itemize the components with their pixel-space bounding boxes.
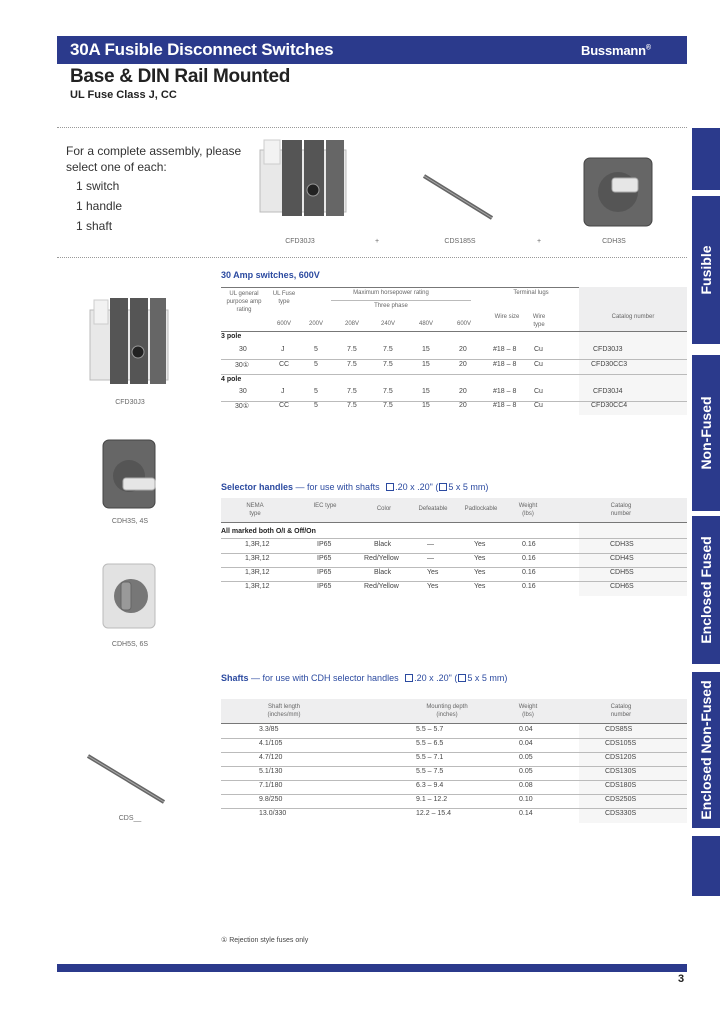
handle-red-image <box>101 562 157 630</box>
plus-2: + <box>536 238 542 245</box>
handle-row-3: 1,3R,12 IP65 Black Yes Yes 0.16 CDH5S <box>245 569 634 576</box>
sh-weight: Weight (lbs) <box>518 704 538 718</box>
tab-bottom[interactable] <box>692 836 720 896</box>
sh-length: Shaft length (inches/mm) <box>267 704 301 718</box>
hh-weight: Weight (lbs) <box>518 503 538 517</box>
intro-line-1: For a complete assembly, please <box>66 144 242 158</box>
footer-bar <box>57 964 687 972</box>
h-terminal: Terminal lugs <box>513 290 549 296</box>
plus-1: + <box>374 238 380 245</box>
shaft-image-top <box>420 172 496 222</box>
shafts-title: Shafts — for use with CDH selector handles .20 x .20" ( 5 x 5 mm) <box>221 673 508 683</box>
shaft-row: 4.7/120 5.5 – 7.1 0.05 CDS120S <box>259 754 637 761</box>
square-icon <box>439 483 447 491</box>
shaft-image <box>84 752 170 808</box>
sw-row-3: 30 J 5 7.5 7.5 15 20 #18 – 8 Cu CFD30J4 <box>239 388 623 395</box>
shaft-row: 4.1/105 5.5 – 6.5 0.04 CDS105S <box>259 740 637 747</box>
hh-color: Color <box>376 506 392 512</box>
square-icon <box>458 674 466 682</box>
h-ul-general: UL general purpose amp rating <box>226 291 262 313</box>
hh-padlockable: Padlockable <box>464 506 498 512</box>
sw-row-1: 30 J 5 7.5 7.5 15 20 #18 – 8 Cu CFD30J3 <box>239 346 623 353</box>
h-600v: 600V <box>456 321 471 327</box>
hh-defeatable: Defeatable <box>418 506 448 512</box>
h-catalog: Catalog number <box>611 314 655 320</box>
header-divider <box>57 127 687 128</box>
h-480v: 480V <box>418 321 433 327</box>
switch-image-top <box>258 136 348 220</box>
sh-depth: Mounting depth (inches) <box>426 704 468 718</box>
item-switch: 1 switch <box>76 179 120 193</box>
handles-table <box>221 498 687 596</box>
shaft-row: 3.3/85 5.5 – 5.7 0.04 CDS85S <box>259 726 633 733</box>
h-wire-size: Wire size <box>494 314 520 320</box>
label-handle-top: CDH3S <box>602 238 626 245</box>
h-max-hp: Maximum horsepower rating <box>353 290 429 296</box>
tab-fusible[interactable]: Fusible <box>692 196 720 344</box>
tab-fusible-top[interactable] <box>692 128 720 190</box>
shaft-row: 9.8/250 9.1 – 12.2 0.10 CDS250S <box>259 796 637 803</box>
label-switch: CFD30J3 <box>115 399 145 406</box>
sw-row-2: 30① CC 5 7.5 7.5 15 20 #18 – 8 Cu CFD30CC3 <box>235 361 628 369</box>
footnote: ① Rejection style fuses only <box>221 937 309 944</box>
hh-iec: IEC type <box>313 503 337 509</box>
switches-table <box>221 287 687 415</box>
handle-image-top <box>582 156 654 228</box>
label-shaft-top: CDS185S <box>444 238 476 245</box>
shaft-row: 5.1/130 5.5 – 7.5 0.05 CDS130S <box>259 768 637 775</box>
switch-image <box>88 294 170 390</box>
switches-title: 30 Amp switches, 600V <box>221 270 320 280</box>
h-208v: 208V <box>344 321 359 327</box>
hh-catalog: Catalog number <box>610 503 632 517</box>
shaft-row: 13.0/330 12.2 – 15.4 0.14 CDS330S <box>259 810 637 817</box>
square-icon <box>405 674 413 682</box>
subtitle: Base & DIN Rail Mounted <box>70 66 291 87</box>
h-wire-type: Wire type <box>532 314 546 328</box>
item-shaft: 1 shaft <box>76 219 113 233</box>
label-shaft: CDS__ <box>118 815 142 822</box>
sh-catalog: Catalog number <box>610 704 632 718</box>
item-handle: 1 handle <box>76 199 123 213</box>
shafts-table <box>221 699 687 823</box>
brand-logo: Bussmann® <box>581 43 651 58</box>
handles-group: All marked both O/I & Off/On <box>221 528 316 535</box>
handle-black-image <box>101 438 157 510</box>
page-title: 30A Fusible Disconnect Switches <box>70 40 334 59</box>
h-600v-fuse: 600V <box>276 321 291 327</box>
h-240v: 240V <box>380 321 395 327</box>
hh-nema: NEMA type <box>246 503 264 517</box>
intro-line-2: select one of each: <box>66 160 167 174</box>
h-ul-fuse: UL Fuse type <box>272 291 296 305</box>
handle-row-4: 1,3R,12 IP65 Red/Yellow Yes Yes 0.16 CDH6S <box>245 583 634 590</box>
label-switch-top: CFD30J3 <box>285 238 315 245</box>
h-three-phase: Three phase <box>374 303 408 309</box>
h-200v: 200V <box>308 321 323 327</box>
assembly-intro <box>66 144 241 236</box>
tab-enclosed-fused[interactable]: Enclosed Fused <box>692 516 720 664</box>
handle-row-1: 1,3R,12 IP65 Black — Yes 0.16 CDH3S <box>245 541 634 548</box>
group-3-pole: 3 pole <box>221 333 242 340</box>
shaft-row: 7.1/180 6.3 – 9.4 0.08 CDS180S <box>259 782 637 789</box>
label-handle-black: CDH3S, 4S <box>111 518 149 525</box>
tab-non-fused[interactable]: Non-Fused <box>692 355 720 511</box>
sw-row-4: 30① CC 5 7.5 7.5 15 20 #18 – 8 Cu CFD30CC4 <box>235 402 628 410</box>
square-icon <box>386 483 394 491</box>
group-4-pole: 4 pole <box>221 376 242 383</box>
handle-row-2: 1,3R,12 IP65 Red/Yellow — Yes 0.16 CDH4S <box>245 555 634 562</box>
handles-title: Selector handles — for use with shafts .20 x .20" ( 5 x 5 mm) <box>221 482 489 492</box>
assembly-divider <box>57 257 687 258</box>
label-handle-red: CDH5S, 6S <box>111 641 149 648</box>
page-number: 3 <box>678 973 685 985</box>
tab-enclosed-non-fused[interactable]: Enclosed Non-Fused <box>692 672 720 828</box>
fuse-class: UL Fuse Class J, CC <box>70 89 177 101</box>
